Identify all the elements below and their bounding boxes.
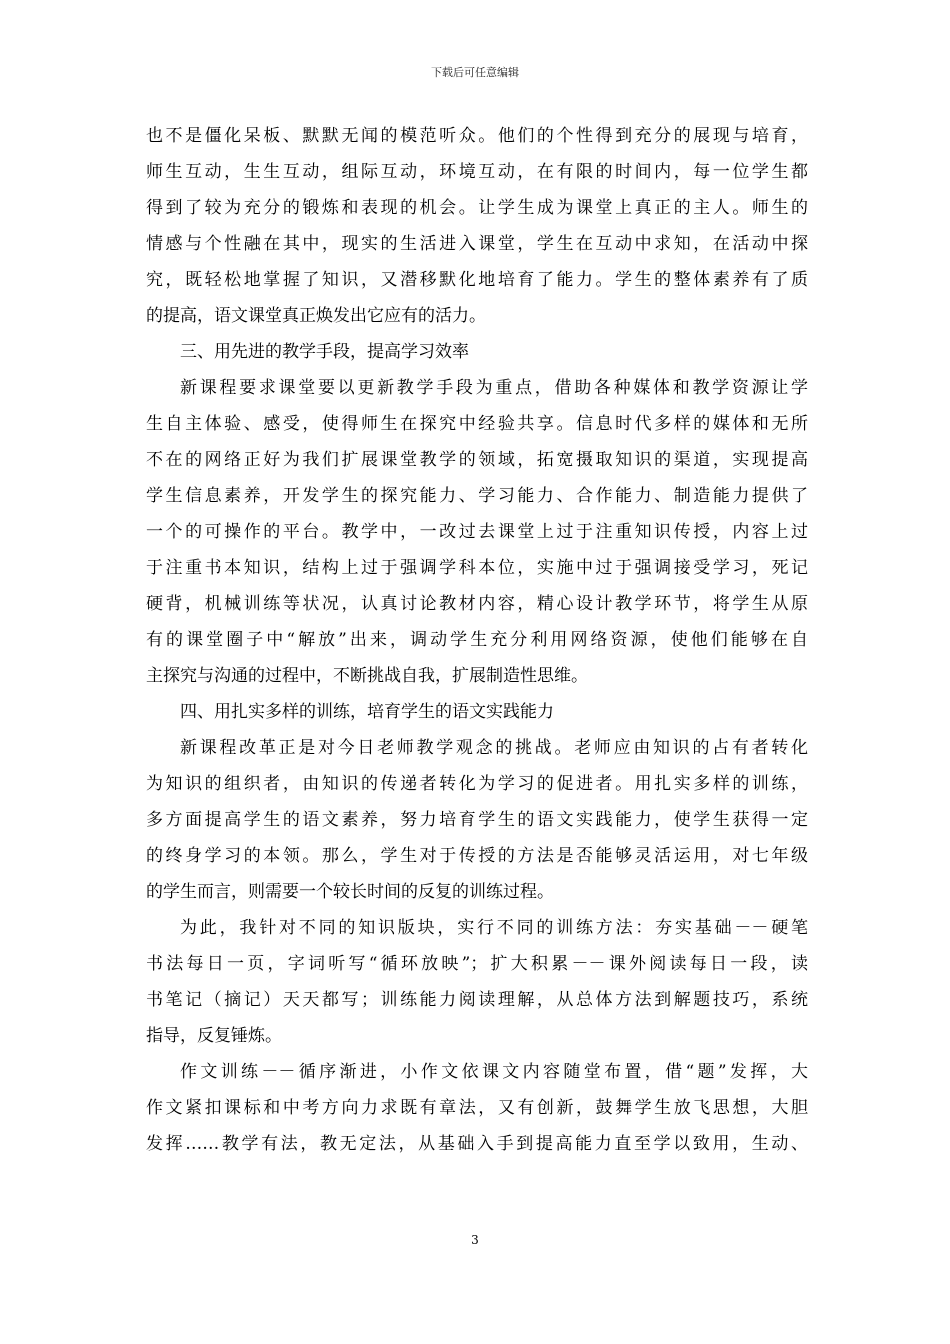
text-line: 发挥……教学有法，教无定法，从基础入手到提高能力直至学以致用，生动、 bbox=[146, 1134, 808, 1154]
paragraph bbox=[146, 1054, 808, 1162]
text-line: 师生互动，生生互动，组际互动，环境互动，在有限的时间内，每一位学生都 bbox=[146, 162, 808, 182]
text-line: 不在的网络正好为我们扩展课堂教学的领域，拓宽摄取知识的渠道，实现提高 bbox=[146, 450, 808, 470]
text-line: 为此，我针对不同的知识版块，实行不同的训练方法：夯实基础－－硬笔 bbox=[180, 918, 808, 938]
paragraph bbox=[146, 694, 808, 730]
text-line: 作文训练－－循序渐进，小作文依课文内容随堂布置，借“题”发挥，大 bbox=[180, 1062, 808, 1082]
text-line: 为知识的组织者，由知识的传递者转化为学习的促进者。用扎实多样的训练， bbox=[146, 774, 808, 794]
text-line: 新课程改革正是对今日老师教学观念的挑战。老师应由知识的占有者转化 bbox=[180, 738, 808, 758]
text-line: 生自主体验、感受，使得师生在探究中经验共享。信息时代多样的媒体和无所 bbox=[146, 414, 808, 434]
text-line: 多方面提高学生的语文素养，努力培育学生的语文实践能力，使学生获得一定 bbox=[146, 810, 808, 830]
text-line: 情感与个性融在其中，现实的生活进入课堂，学生在互动中求知，在活动中探 bbox=[146, 234, 808, 254]
paragraph bbox=[146, 730, 808, 910]
section-heading: 四、用扎实多样的训练，培育学生的语文实践能力 bbox=[180, 702, 554, 722]
text-line: 新课程要求课堂要以更新教学手段为重点，借助各种媒体和教学资源让学 bbox=[180, 378, 808, 398]
text-line: 硬背，机械训练等状况，认真讨论教材内容，精心设计教学环节，将学生从原 bbox=[146, 594, 808, 614]
text-line: 也不是僵化呆板、默默无闻的模范听众。他们的个性得到充分的展现与培育， bbox=[146, 126, 808, 146]
text-line: 学生信息素养，开发学生的探究能力、学习能力、合作能力、制造能力提供了 bbox=[146, 486, 808, 506]
text-line: 有的课堂圈子中“解放”出来，调动学生充分利用网络资源，使他们能够在自 bbox=[146, 630, 808, 650]
text-line: 的学生而言，则需要一个较长时间的反复的训练过程。 bbox=[146, 882, 554, 902]
text-line: 的终身学习的本领。那么，学生对于传授的方法是否能够灵活运用，对七年级 bbox=[146, 846, 808, 866]
text-line: 于注重书本知识，结构上过于强调学科本位，实施中过于强调接受学习，死记 bbox=[146, 558, 808, 578]
page-number: 3 bbox=[471, 1233, 479, 1247]
text-line: 书法每日一页，字词听写“循环放映”；扩大积累－－课外阅读每日一段，读 bbox=[146, 954, 808, 974]
text-line: 究，既轻松地掌握了知识，又潜移默化地培育了能力。学生的整体素养有了质 bbox=[146, 270, 808, 290]
text-line: 得到了较为充分的锻炼和表现的机会。让学生成为课堂上真正的主人。师生的 bbox=[146, 198, 808, 218]
paragraph bbox=[146, 118, 808, 334]
document-body bbox=[146, 118, 808, 1162]
paragraph bbox=[146, 334, 808, 370]
page-header: 下载后可任意编辑 bbox=[431, 66, 519, 79]
text-line: 作文紧扣课标和中考方向力求既有章法，又有创新，鼓舞学生放飞思想，大胆 bbox=[146, 1098, 808, 1118]
section-heading: 三、用先进的教学手段，提高学习效率 bbox=[180, 342, 469, 362]
text-line: 书笔记（摘记）天天都写；训练能力阅读理解，从总体方法到解题技巧，系统 bbox=[146, 990, 808, 1010]
text-line: 一个的可操作的平台。教学中，一改过去课堂上过于注重知识传授，内容上过 bbox=[146, 522, 808, 542]
paragraph bbox=[146, 370, 808, 694]
paragraph bbox=[146, 910, 808, 1054]
text-line: 的提高，语文课堂真正焕发出它应有的活力。 bbox=[146, 306, 486, 326]
text-line: 指导，反复锤炼。 bbox=[146, 1026, 282, 1046]
text-line: 主探究与沟通的过程中，不断挑战自我，扩展制造性思维。 bbox=[146, 666, 588, 686]
